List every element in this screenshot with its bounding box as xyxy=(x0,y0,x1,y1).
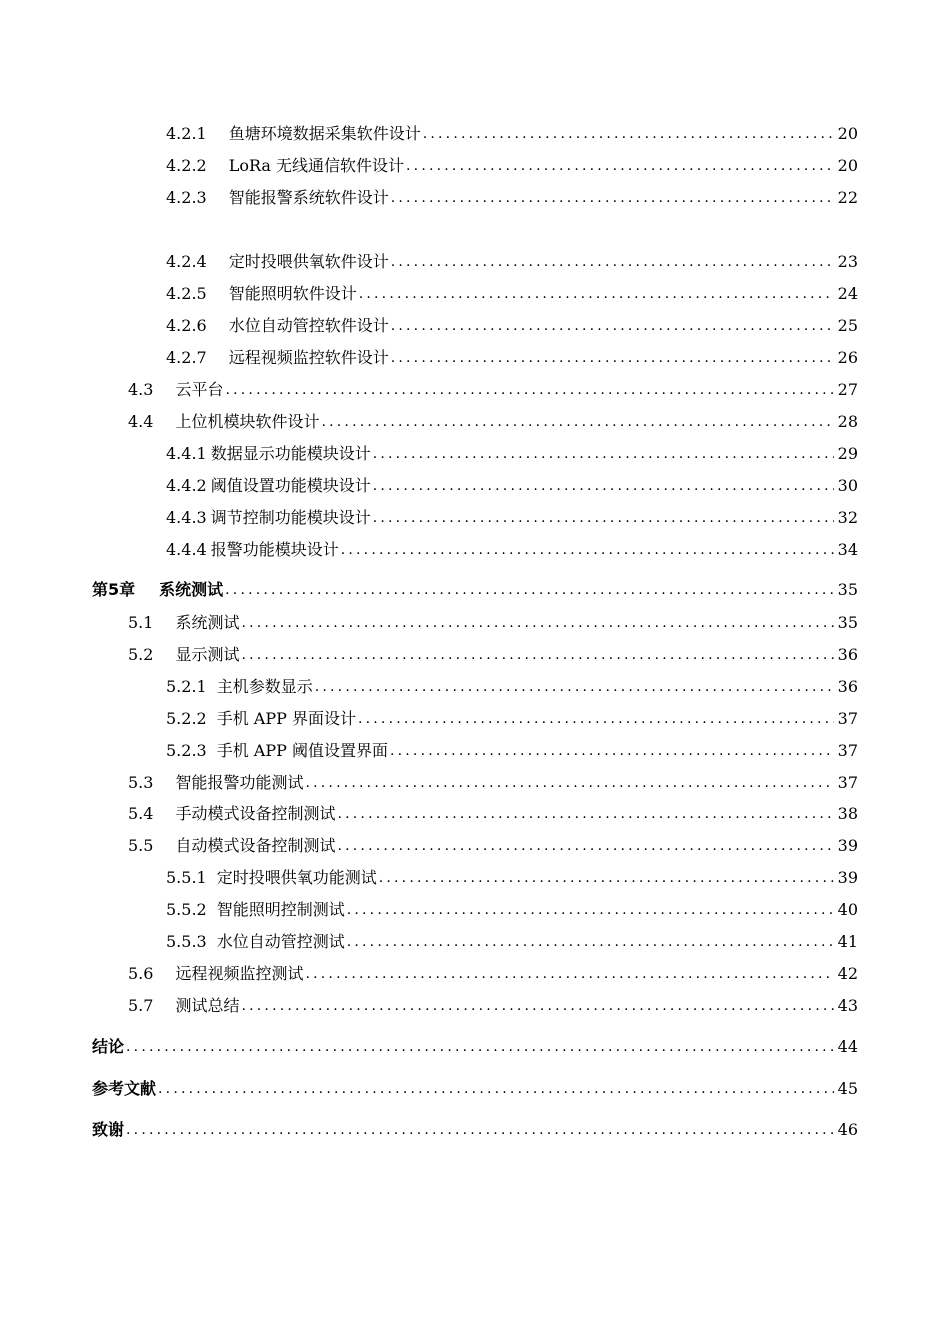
toc-dot-leader xyxy=(126,1120,834,1140)
toc-entry-title: 手机 APP 阈值设置界面 xyxy=(216,741,388,760)
toc-entry-title: 智能照明控制测试 xyxy=(216,900,345,919)
toc-entry-page: 39 xyxy=(837,836,858,855)
toc-entry-title: 调节控制功能模块设计 xyxy=(210,508,371,527)
toc-entry-title: 水位自动管控软件设计 xyxy=(228,316,389,335)
toc-entry-number: 4.2.7 xyxy=(166,348,207,367)
toc-entry[interactable] xyxy=(166,673,858,697)
toc-entry-page: 37 xyxy=(837,709,858,728)
toc-entry-number: 5.5.2 xyxy=(166,900,207,919)
toc-entry-title: 智能报警系统软件设计 xyxy=(228,188,389,207)
toc-entry-number: 5.7 xyxy=(128,996,154,1015)
toc-dot-leader xyxy=(158,1079,834,1099)
toc-dot-leader xyxy=(390,741,834,761)
toc-dot-leader xyxy=(347,932,834,952)
toc-entry-page: 46 xyxy=(837,1120,858,1139)
toc-entry-title: LoRa 无线通信软件设计 xyxy=(228,156,405,175)
toc-entry-title: 远程视频监控测试 xyxy=(175,964,304,983)
toc-entry-title: 定时投喂供氧软件设计 xyxy=(228,252,389,271)
toc-dot-leader xyxy=(391,188,834,208)
toc-entry-page: 24 xyxy=(837,284,858,303)
toc-entry[interactable] xyxy=(166,928,858,952)
toc-entry-title: 结论 xyxy=(92,1037,125,1056)
toc-entry[interactable] xyxy=(128,376,858,400)
toc-entry[interactable] xyxy=(128,800,858,824)
toc-entry-page: 27 xyxy=(837,380,858,399)
toc-dot-leader xyxy=(391,348,834,368)
toc-entry-page: 37 xyxy=(837,741,858,760)
toc-entry-number: 4.2.3 xyxy=(166,188,207,207)
toc-chapter-entry[interactable] xyxy=(92,1116,858,1140)
toc-entry-title: 系统测试 xyxy=(159,580,224,599)
toc-entry-number: 4.2.4 xyxy=(166,252,207,271)
toc-entry-number: 5.5 xyxy=(128,836,154,855)
toc-entry-page: 36 xyxy=(837,677,858,696)
toc-entry-page: 26 xyxy=(837,348,858,367)
toc-dot-leader xyxy=(373,444,834,464)
toc-dot-leader xyxy=(347,900,834,920)
toc-entry-number: 4.4.1 xyxy=(166,444,207,463)
toc-entry-title: 定时投喂供氧功能测试 xyxy=(216,868,377,887)
toc-entry[interactable] xyxy=(166,344,858,368)
toc-entry[interactable] xyxy=(166,440,858,464)
toc-entry[interactable] xyxy=(166,152,858,176)
toc-entry-page: 38 xyxy=(837,804,858,823)
toc-entry[interactable] xyxy=(166,705,858,729)
toc-entry-page: 40 xyxy=(837,900,858,919)
toc-entry-page: 32 xyxy=(837,508,858,527)
toc-dot-leader xyxy=(305,964,834,984)
toc-entry[interactable] xyxy=(128,641,858,665)
toc-entry-page: 36 xyxy=(837,645,858,664)
toc-entry-title: 手动模式设备控制测试 xyxy=(175,804,336,823)
toc-dot-leader xyxy=(359,284,834,304)
toc-entry-page: 37 xyxy=(837,773,858,792)
toc-entry-title: 主机参数显示 xyxy=(216,677,313,696)
toc-entry-number: 5.1 xyxy=(128,613,154,632)
toc-entry-title: 系统测试 xyxy=(175,613,240,632)
toc-entry[interactable] xyxy=(166,737,858,761)
toc-entry[interactable] xyxy=(128,832,858,856)
toc-entry-page: 22 xyxy=(837,188,858,207)
toc-entry-page: 25 xyxy=(837,316,858,335)
toc-entry-title: 远程视频监控软件设计 xyxy=(228,348,389,367)
toc-entry-number: 5.5.3 xyxy=(166,932,207,951)
toc-dot-leader xyxy=(391,252,834,272)
toc-dot-leader xyxy=(341,540,834,560)
toc-entry-title: 显示测试 xyxy=(175,645,240,664)
toc-dot-leader xyxy=(358,709,834,729)
toc-entry[interactable] xyxy=(166,536,858,560)
toc-entry-number: 5.2 xyxy=(128,645,154,664)
toc-entry-number: 4.4.3 xyxy=(166,508,207,527)
toc-entry-title: 手机 APP 界面设计 xyxy=(216,709,356,728)
toc-entry-page: 20 xyxy=(837,124,858,143)
toc-dot-leader xyxy=(225,580,834,600)
toc-entry-number: 4.3 xyxy=(128,380,154,399)
toc-entry-page: 44 xyxy=(837,1037,858,1056)
toc-entry-number: 4.4.2 xyxy=(166,476,207,495)
toc-entry-page: 30 xyxy=(837,476,858,495)
toc-entry-page: 45 xyxy=(837,1079,858,1098)
toc-entry-number: 5.2.3 xyxy=(166,741,207,760)
toc-dot-leader xyxy=(241,996,834,1016)
toc-entry-title: 云平台 xyxy=(175,380,224,399)
toc-dot-leader xyxy=(305,773,834,793)
toc-chapter-entry[interactable] xyxy=(92,1075,858,1099)
toc-entry-title: 报警功能模块设计 xyxy=(210,540,339,559)
toc-dot-leader xyxy=(321,412,834,432)
toc-entry-page: 42 xyxy=(837,964,858,983)
toc-dot-leader xyxy=(337,836,834,856)
toc-entry-page: 35 xyxy=(837,580,858,599)
toc-entry-number: 4.2.2 xyxy=(166,156,207,175)
toc-entry-title: 上位机模块软件设计 xyxy=(175,412,320,431)
toc-entry-page: 20 xyxy=(837,156,858,175)
toc-entry[interactable] xyxy=(166,248,858,272)
toc-chapter-entry[interactable] xyxy=(92,1033,858,1057)
toc-entry[interactable] xyxy=(166,864,858,888)
toc-dot-leader xyxy=(241,645,834,665)
toc-entry-number: 5.3 xyxy=(128,773,154,792)
toc-dot-leader xyxy=(423,124,834,144)
toc-entry-title: 数据显示功能模块设计 xyxy=(210,444,371,463)
toc-chapter-entry[interactable] xyxy=(92,576,858,600)
toc-entry-page: 43 xyxy=(837,996,858,1015)
toc-entry-page: 29 xyxy=(837,444,858,463)
toc-entry[interactable] xyxy=(166,120,858,144)
toc-entry-title: 致谢 xyxy=(92,1120,125,1139)
toc-entry-number: 5.2.2 xyxy=(166,709,207,728)
toc-entry-page: 41 xyxy=(837,932,858,951)
toc-entry-page: 23 xyxy=(837,252,858,271)
toc-dot-leader xyxy=(315,677,834,697)
toc-entry-number: 4.2.5 xyxy=(166,284,207,303)
toc-entry[interactable] xyxy=(166,184,858,208)
toc-entry[interactable] xyxy=(166,312,858,336)
toc-entry-page: 34 xyxy=(837,540,858,559)
toc-entry-number: 第5章 xyxy=(92,580,136,599)
toc-entry-number: 5.2.1 xyxy=(166,677,207,696)
toc-entry-title: 鱼塘环境数据采集软件设计 xyxy=(228,124,421,143)
toc-entry-page: 28 xyxy=(837,412,858,431)
toc-entry[interactable] xyxy=(128,960,858,984)
toc-entry[interactable] xyxy=(128,609,858,633)
toc-entry[interactable] xyxy=(128,408,858,432)
toc-dot-leader xyxy=(391,316,834,336)
toc-dot-leader xyxy=(379,868,834,888)
toc-entry[interactable] xyxy=(128,769,858,793)
toc-entry[interactable] xyxy=(128,992,858,1016)
toc-dot-leader xyxy=(373,508,834,528)
toc-entry-page: 39 xyxy=(837,868,858,887)
toc-entry-number: 5.5.1 xyxy=(166,868,207,887)
toc-dot-leader xyxy=(225,380,834,400)
toc-entry-title: 水位自动管控测试 xyxy=(216,932,345,951)
toc-entry-title: 智能照明软件设计 xyxy=(228,284,357,303)
toc-entry-number: 4.4.4 xyxy=(166,540,207,559)
toc-dot-leader xyxy=(241,613,834,633)
toc-entry-title: 测试总结 xyxy=(175,996,240,1015)
toc-dot-leader xyxy=(373,476,834,496)
toc-dot-leader xyxy=(337,804,834,824)
toc-dot-leader xyxy=(126,1037,834,1057)
toc-entry-title: 阈值设置功能模块设计 xyxy=(210,476,371,495)
toc-entry-number: 4.2.6 xyxy=(166,316,207,335)
toc-entry-number: 4.2.1 xyxy=(166,124,207,143)
toc-entry[interactable] xyxy=(166,280,858,304)
toc-entry-title: 自动模式设备控制测试 xyxy=(175,836,336,855)
toc-entry[interactable] xyxy=(166,472,858,496)
toc-entry-title: 智能报警功能测试 xyxy=(175,773,304,792)
toc-entry[interactable] xyxy=(166,896,858,920)
toc-entry-number: 5.6 xyxy=(128,964,154,983)
toc-dot-leader xyxy=(406,156,834,176)
toc-entry-page: 35 xyxy=(837,613,858,632)
toc-entry-number: 4.4 xyxy=(128,412,154,431)
toc-entry-number: 5.4 xyxy=(128,804,154,823)
toc-entry-title: 参考文献 xyxy=(92,1079,157,1098)
toc-entry[interactable] xyxy=(166,504,858,528)
